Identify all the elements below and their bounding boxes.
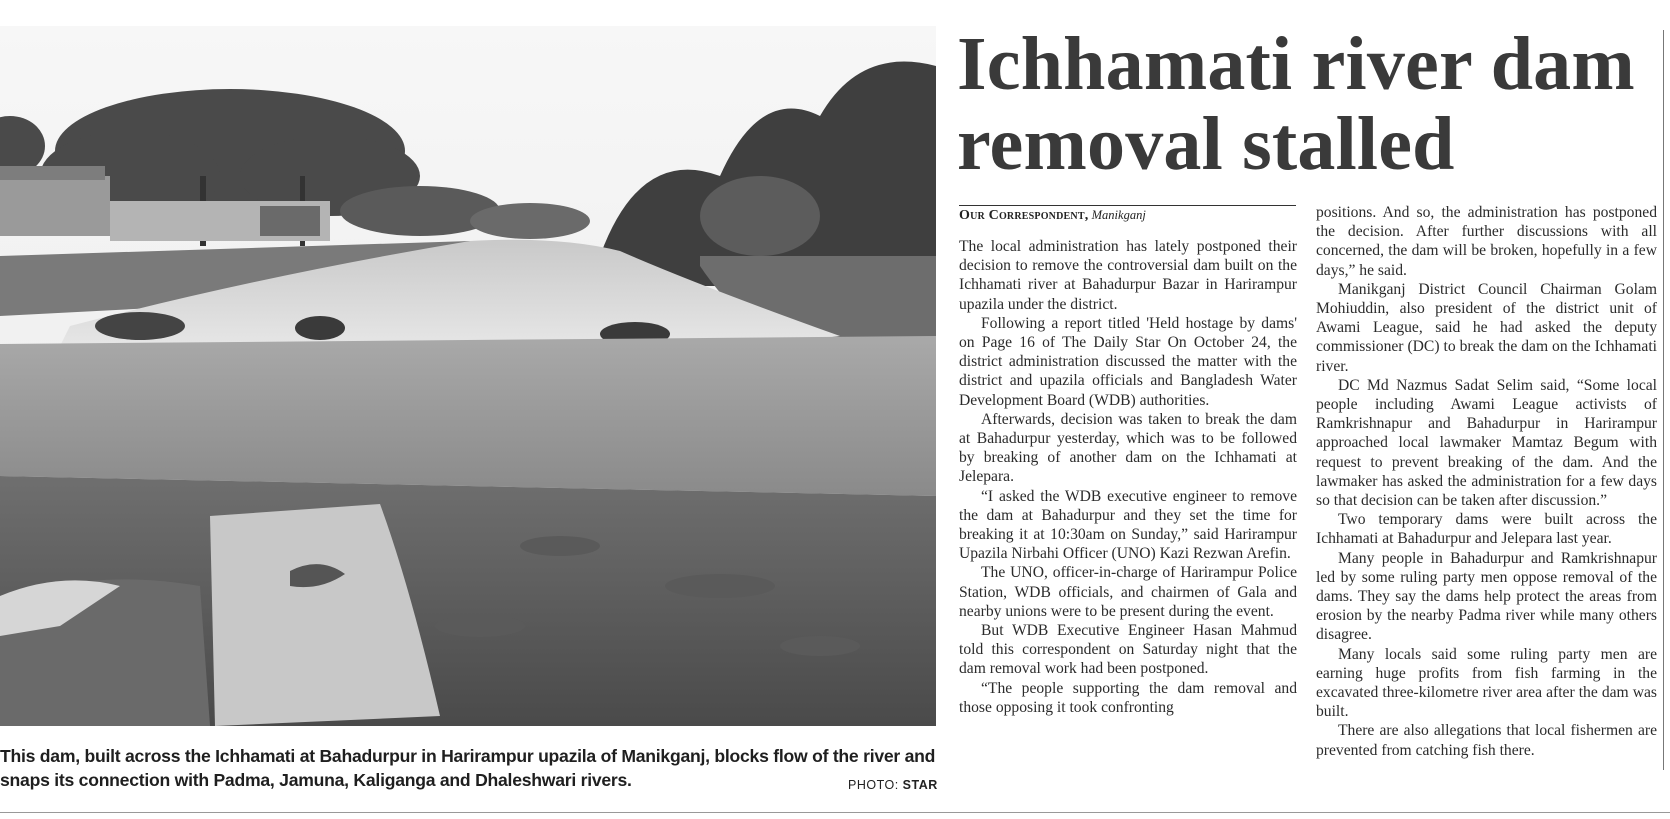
headline-line-2: removal stalled [957,102,1455,186]
article-column-1 [959,237,1297,813]
paragraph: “I asked the WDB executive engineer to remove the dam at Bahadurpur and they set the time for breaking it at 10:30am on Sunday,” said Harirampur Upazila Nirbahi Officer (UNO) Kazi Rezwan Arefin. [959,487,1297,563]
paragraph: Many locals said some ruling party men are earning huge profits from fish farming in the excavated three-kilometre river area after the dam was built. [1316,645,1657,721]
paragraph: The UNO, officer-in-charge of Harirampur Police Station, WDB officials, and chairmen of Gala and nearby unions were to be present during the event. [959,564,1297,620]
paragraph: Afterwards, decision was taken to break the dam at Bahadurpur yesterday, which was to be followed by breaking of another dam on the Ichhamati at Jelepara. [959,410,1297,486]
bottom-rule [0,812,1670,813]
paragraph: The local administration has lately postponed their decision to remove the controversial dam built on the Ichhamati river at Bahadurpur Bazar in Harirampur upazila under the district. [959,238,1297,313]
photo-illustration [0,26,936,726]
river-dam-photo [0,26,936,726]
byline [959,205,1296,224]
column-rule [1663,30,1664,770]
paragraph: Manikganj District Council Chairman Golam Mohiuddin, also president of the district unit of Awami League, said he had asked the deputy commissioner (DC) to break the dam on the Ichhamati river. [1316,280,1657,375]
paragraph: positions. And so, the administration has postponed the decision. After further discussions with all concerned, the dam will be broken, hopefully in a few days,” he said. [1316,204,1657,279]
credit-prefix: PHOTO: [848,778,903,792]
article-column-2 [1316,203,1657,815]
byline-name: Our Correspondent, [959,208,1089,223]
paragraph: But WDB Executive Engineer Hasan Mahmud told this correspondent on Saturday night that the dam removal work had been postponed. [959,622,1297,678]
paragraph: There are also allegations that local fishermen are prevented from catching fish there. [1316,722,1657,759]
photo-credit [848,778,938,792]
paragraph: Following a report titled 'Held hostage by dams' on Page 16 of The Daily Star On October 24, the district administration discussed the matter with the district and upazila officials and Bangladesh Water Development Board (WDB) authorities. [959,314,1297,409]
paragraph: “The people supporting the dam removal and those opposing it took confronting [959,679,1297,716]
headline-line-1: Ichhamati river dam [957,22,1635,106]
credit-source: STAR [902,778,938,792]
paragraph: DC Md Nazmus Sadat Selim said, “Some local people including Awami League activists of Ramkrishnapur and Bahadurpur in Harirampur approached local lawmaker Mamtaz Begum with request to prevent breaking of the dam. And the lawmaker has asked the administration for a few days so that decision can be taken after discussion.” [1316,376,1657,510]
paragraph: Two temporary dams were built across the Ichhamati at Bahadurpur and Jelepara last year. [1316,511,1657,548]
headline [957,24,1667,184]
byline-place: Manikganj [1091,208,1146,222]
photo-caption: This dam, built across the Ichhamati at Bahadurpur in Harirampur upazila of Manikganj, blocks flow of the river and snaps its connection with Padma, Jamuna, Kaliganga and Dhaleshwari rivers. [0,746,936,790]
paragraph: Many people in Bahadurpur and Ramkrishnapur led by some ruling party men oppose removal of the dams. They say the dams help protect the areas from erosion by the nearby Padma river while many others disagree. [1316,549,1657,644]
